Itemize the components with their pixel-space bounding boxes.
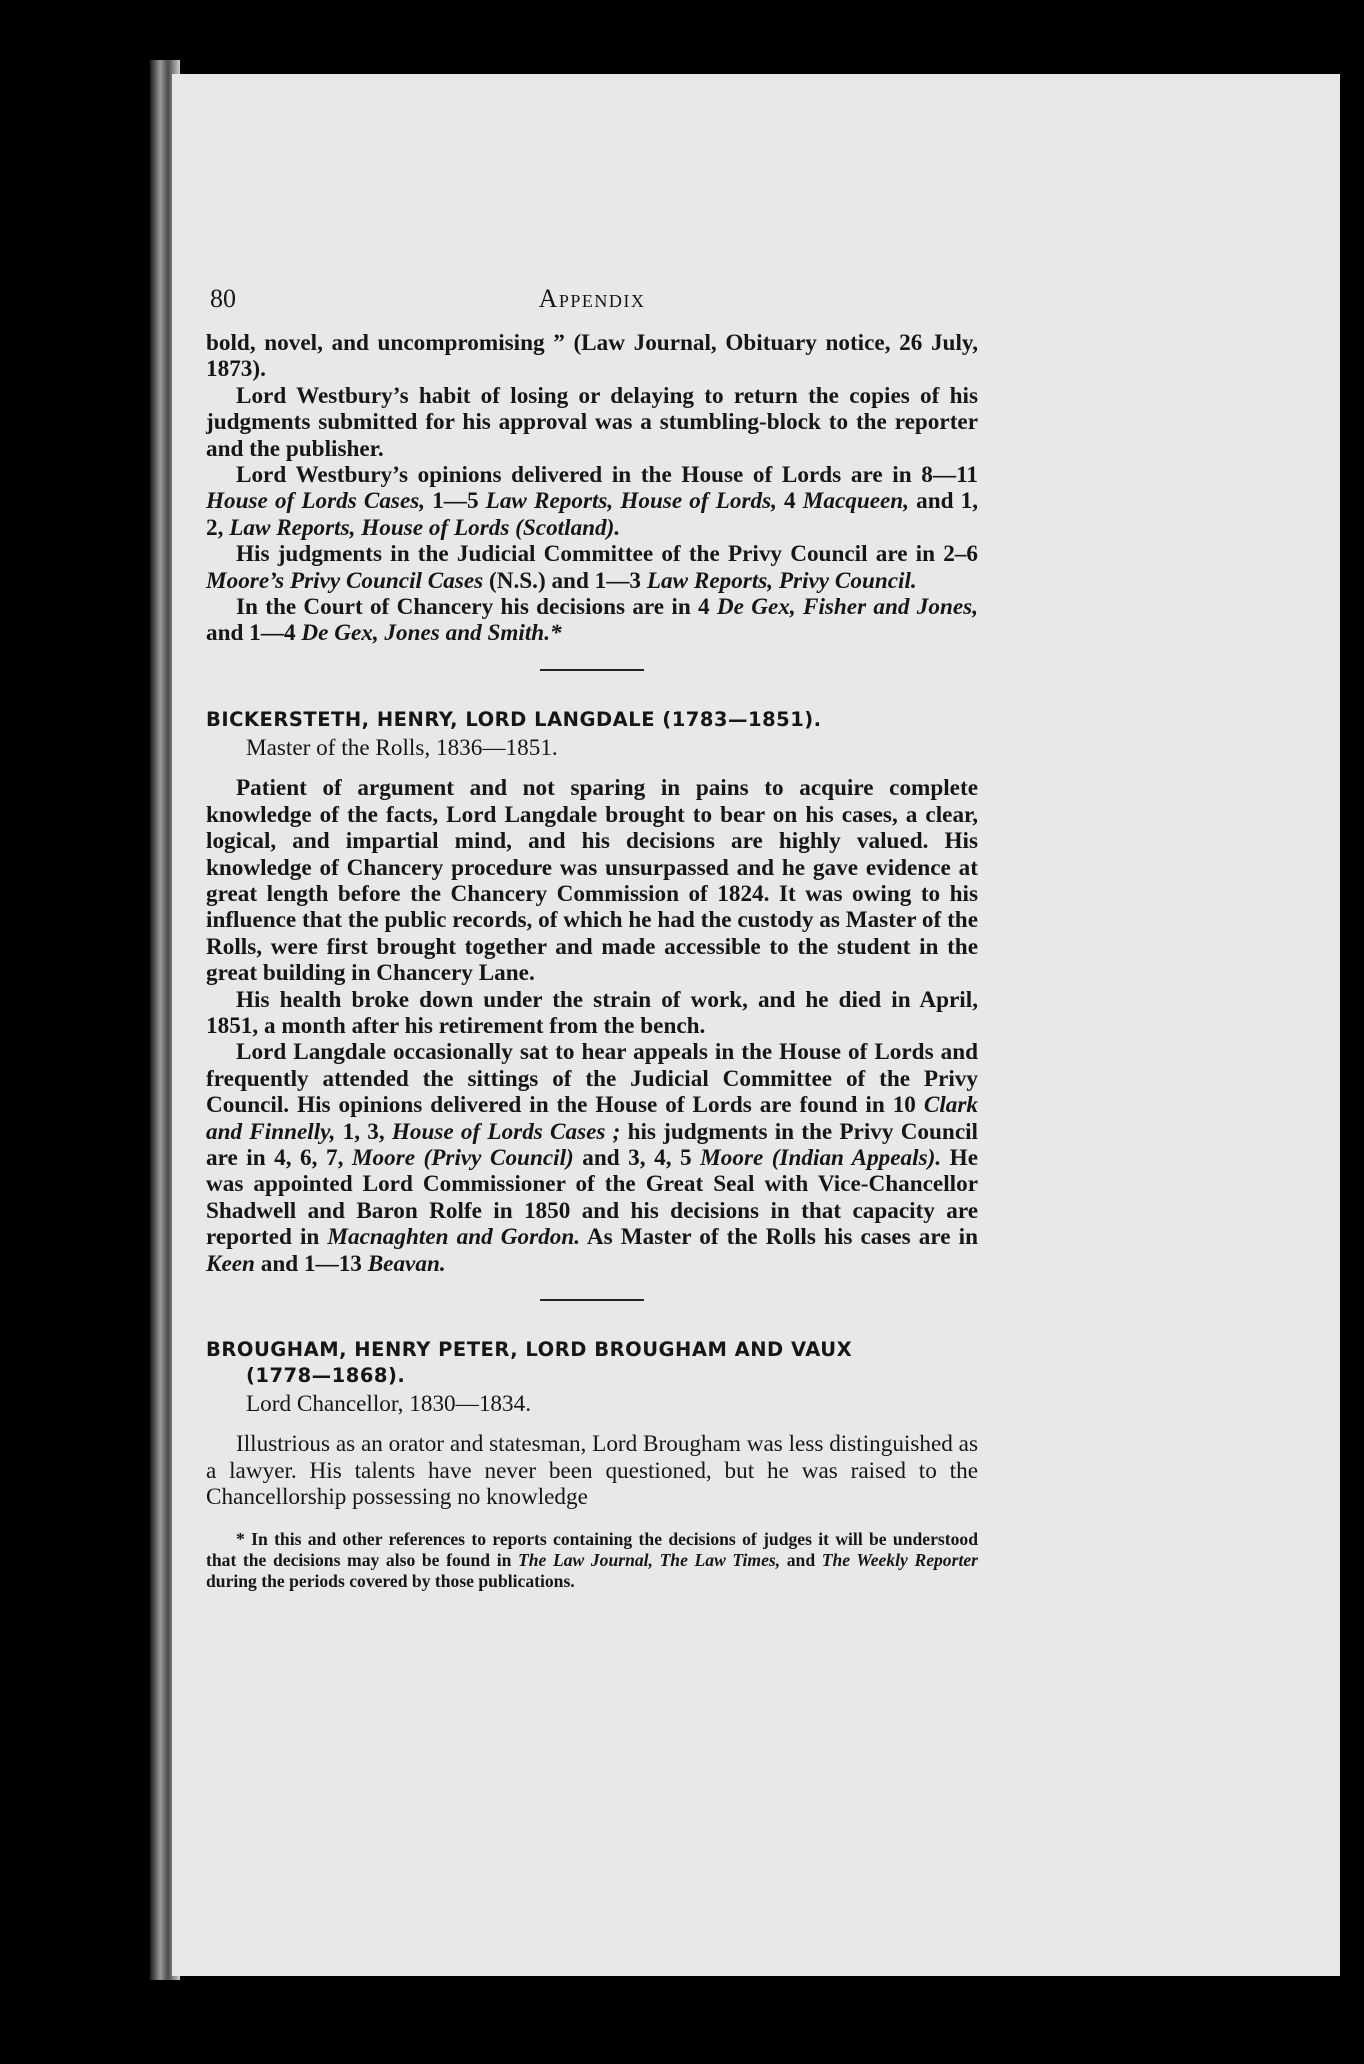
brougham-heading: BROUGHAM, HENRY PETER, LORD BROUGHAM AND VAUX (1778—1868). xyxy=(206,1338,853,1387)
langdale-paragraph-3: Lord Langdale occasionally sat to hear appeals in the House of Lords and frequently attended the sittings of the Judicial Committee of the Privy Council. His opinions delivered in the House of Lords are found in 10 Clark and Finnelly, 1, 3, House of Lords Cases ; his judgments in the Privy Council are in 4, 6, 7, Moore (Privy Council) and 3, 4, 5 Moore (Indian Appeals). He was appointed Lord Commissioner of the Great Seal with Vice-Chancellor Shadwell and Baron Rolfe in 1850 and his decisions in that capacity are reported in Macnaghten and Gordon. As Master of the Rolls his cases are in Keen and 1—13 Beavan. xyxy=(206,1039,978,1277)
westbury-paragraph-4: His judgments in the Judicial Committee of the Privy Council are in 2–6 Moore’s Privy Council Cases (N.S.) and 1—3 Law Reports, Privy Council. xyxy=(206,541,978,594)
section-divider xyxy=(540,1299,644,1301)
westbury-paragraph-5: In the Court of Chancery his decisions are in 4 De Gex, Fisher and Jones, and 1—4 De Gex, Jones and Smith.* xyxy=(206,594,978,647)
langdale-paragraph-1: Patient of argument and not sparing in pains to acquire complete knowledge of the facts, Lord Langdale brought to bear on his cases, a clear, logical, and impartial mind, and his decisions are highly valued. His knowledge of Chancery procedure was unsurpassed and he gave evidence at great length before the Chancery Commission of 1824. It was owing to his influence that the public records, of which he had the custody as Master of the Rolls, were first brought together and made accessible to the student in the great building in Chancery Lane. xyxy=(206,775,978,987)
running-head xyxy=(206,286,978,330)
section-divider xyxy=(540,669,644,671)
westbury-paragraph-2: Lord Westbury’s habit of losing or delaying to return the copies of his judgments submitted for his approval was a stumbling-block to the reporter and the publisher. xyxy=(206,382,978,462)
page-number: 80 xyxy=(210,284,236,313)
langdale-office: Master of the Rolls, 1836—1851. xyxy=(246,734,558,761)
langdale-heading: BICKERSTETH, HENRY, LORD LANGDALE (1783—1851). xyxy=(206,707,822,731)
page-title: Appendix xyxy=(538,284,646,313)
westbury-paragraph-1: bold, novel, and uncompromising ” (Law Journal, Obituary notice, 26 July, 1873). xyxy=(206,330,978,383)
langdale-paragraph-2: His health broke down under the strain of work, and he died in April, 1851, a month after his retirement from the bench. xyxy=(206,986,978,1039)
page-text xyxy=(206,200,978,1593)
brougham-paragraph-1: Illustrious as an orator and statesman, Lord Brougham was less distinguished as a lawyer. His talents have never been questioned, but he was raised to the Chancellorship possessing no knowledge xyxy=(206,1431,978,1511)
right-page-edge xyxy=(1338,220,1364,1980)
westbury-paragraph-3: Lord Westbury’s opinions delivered in the House of Lords are in 8—11 House of Lords Cases, 1—5 Law Reports, House of Lords, 4 Macqueen, and 1, 2, Law Reports, House of Lords (Scotland). xyxy=(206,462,979,541)
brougham-office: Lord Chancellor, 1830—1834. xyxy=(246,1391,531,1417)
footnote: * In this and other references to reports containing the decisions of judges it will be understood that the decisions may also be found in The Law Journal, The Law Times, and The Weekly Reporter during the periods covered by those publications. xyxy=(206,1528,978,1592)
